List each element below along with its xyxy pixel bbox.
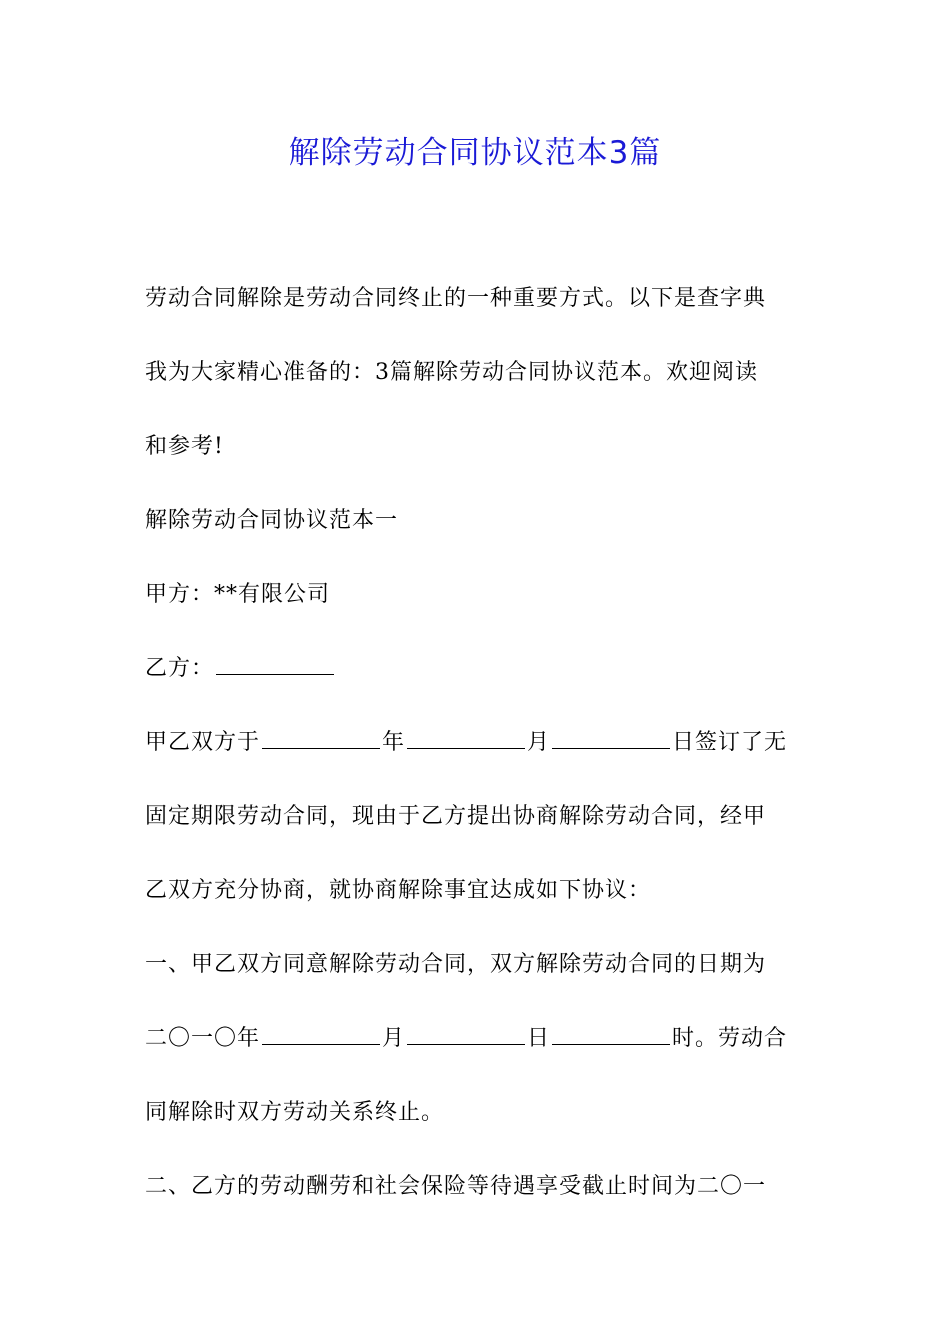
sign-year-blank xyxy=(262,728,380,749)
clause1-date-suffix: 时。劳动合 xyxy=(672,1026,788,1051)
para1-line-3: 乙双方充分协商，就协商解除事宜达成如下协议： xyxy=(145,878,652,903)
party-b-blank xyxy=(216,654,334,675)
para1-line-2: 固定期限劳动合同，现由于乙方提出协商解除劳动合同，经甲 xyxy=(145,804,767,829)
party-b-label: 乙方： xyxy=(145,656,215,681)
clause1-line-1: 一、甲乙双方同意解除劳动合同，双方解除劳动合同的日期为 xyxy=(145,952,767,977)
document-title: 解除劳动合同协议范本3篇 xyxy=(288,135,662,171)
clause2-line-1: 二、乙方的劳动酬劳和社会保险等待遇享受截止时间为二〇一 xyxy=(145,1174,767,1199)
intro-line-1: 劳动合同解除是劳动合同终止的一种重要方式。以下是查字典 xyxy=(145,286,767,311)
clause1-month-label: 月 xyxy=(382,1026,406,1051)
sign-month-label: 月 xyxy=(527,730,551,755)
clause1-hour-blank xyxy=(552,1024,670,1045)
clause1-date-prefix: 二〇一〇年 xyxy=(145,1026,261,1051)
intro-line-2: 我为大家精心准备的：3篇解除劳动合同协议范本。欢迎阅读 xyxy=(145,360,758,385)
intro-line-3: 和参考! xyxy=(145,434,224,459)
clause1-day-label: 日 xyxy=(527,1026,551,1051)
clause1-date-line xyxy=(145,1002,810,1076)
sign-suffix: 日签订了无 xyxy=(672,730,788,755)
sign-date-line xyxy=(145,706,810,780)
party-b xyxy=(145,632,810,706)
clause1-day-blank xyxy=(407,1024,525,1045)
clause1-line-3: 同解除时双方劳动关系终止。 xyxy=(145,1100,445,1125)
sign-month-blank xyxy=(407,728,525,749)
sign-year-label: 年 xyxy=(382,730,406,755)
sign-prefix: 甲乙双方于 xyxy=(145,730,261,755)
sign-day-blank xyxy=(552,728,670,749)
section-heading: 解除劳动合同协议范本一 xyxy=(145,508,399,533)
party-a: 甲方：**有限公司 xyxy=(145,582,331,607)
clause1-month-blank xyxy=(262,1024,380,1045)
document-body xyxy=(145,262,810,1224)
